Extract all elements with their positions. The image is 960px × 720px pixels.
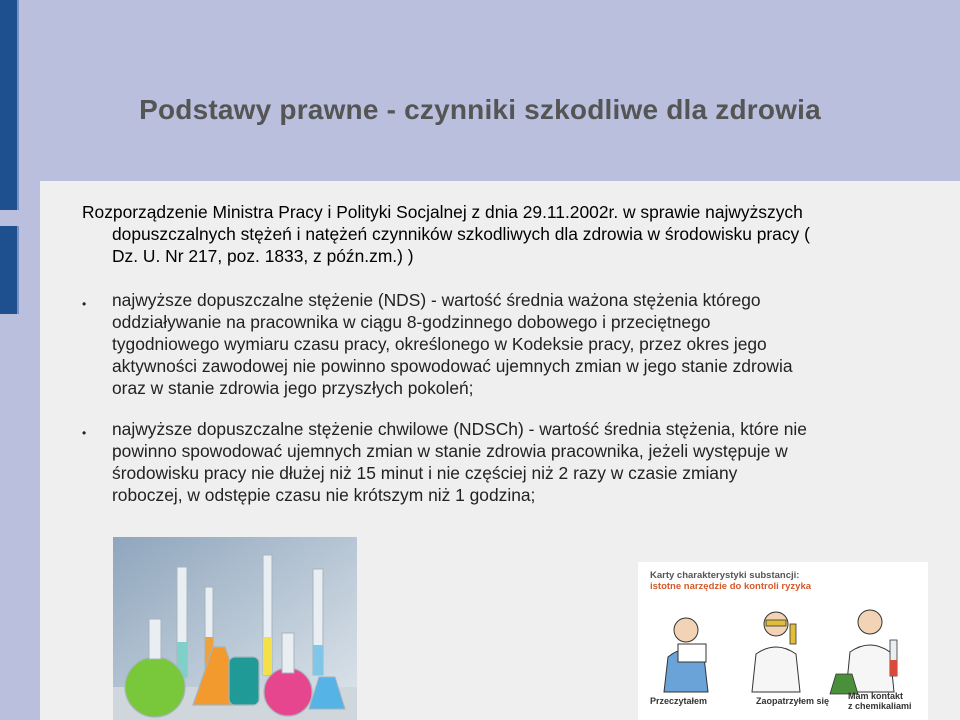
bullet-line: środowisku pracy nie dłużej niż 15 minut i nie częściej niż 2 razy w czasie zmiany xyxy=(112,463,738,483)
poster-subtitle: istotne narzędzie do kontroli ryzyka xyxy=(650,581,812,592)
bullet-line: najwyższe dopuszczalne stężenie (NDS) - wartość średnia ważona stężenia którego xyxy=(112,290,761,310)
intro-line: Rozporządzenie Ministra Pracy i Polityki Socjalnej z dnia 29.11.2002r. w sprawie najwyższych xyxy=(82,202,803,222)
intro-paragraph xyxy=(82,201,892,267)
lab-glassware-image xyxy=(113,537,357,720)
bullet-line: oddziaływanie na pracownika w ciągu 8-godzinnego dobowego i przeciętnego xyxy=(112,312,711,332)
slide-title: Podstawy prawne - czynniki szkodliwe dla zdrowia xyxy=(139,94,821,125)
content-panel xyxy=(40,181,960,720)
bullet-line: roboczej, w odstępie czasu nie krótszym niż 1 godzina; xyxy=(112,485,536,505)
poster-caption: z chemikaliami xyxy=(848,701,912,711)
bullet-ndsch xyxy=(82,418,882,506)
bullet-dot-icon: • xyxy=(82,426,87,440)
bullet-line: tygodniowego wymiaru czasu pracy, określonego w Kodeksie pracy, przez okres jego xyxy=(112,334,767,354)
poster-caption: Mam kontakt xyxy=(848,691,904,701)
bullet-dot-icon: • xyxy=(82,297,87,311)
intro-line: Dz. U. Nr 217, poz. 1833, z późn.zm.) ) xyxy=(112,246,414,266)
poster-caption: Przeczytałem xyxy=(650,696,708,706)
safety-data-sheet-poster xyxy=(638,562,928,720)
bullet-line: powinno spowodować ujemnych zmian w stanie zdrowia pracownika, jeżeli występuje w xyxy=(112,441,788,461)
bullet-line: oraz w stanie zdrowia jego przyszłych pokoleń; xyxy=(112,378,474,398)
bullet-line: najwyższe dopuszczalne stężenie chwilowe (NDSCh) - wartość średnia stężenia, które nie xyxy=(112,419,807,439)
poster-title: Karty charakterystyki substancji: xyxy=(650,570,800,581)
bullet-line: aktywności zawodowej nie powinno spowodować ujemnych zmian w jego stanie zdrowia xyxy=(112,356,793,376)
bullet-nds xyxy=(82,289,882,399)
lab-glassware-illustration xyxy=(113,537,357,720)
poster-caption: Zaopatrzyłem się xyxy=(756,696,830,706)
left-bar xyxy=(0,226,19,314)
intro-line: dopuszczalnych stężeń i natężeń czynników szkodliwych dla zdrowia w środowisku pracy ( xyxy=(112,224,810,244)
